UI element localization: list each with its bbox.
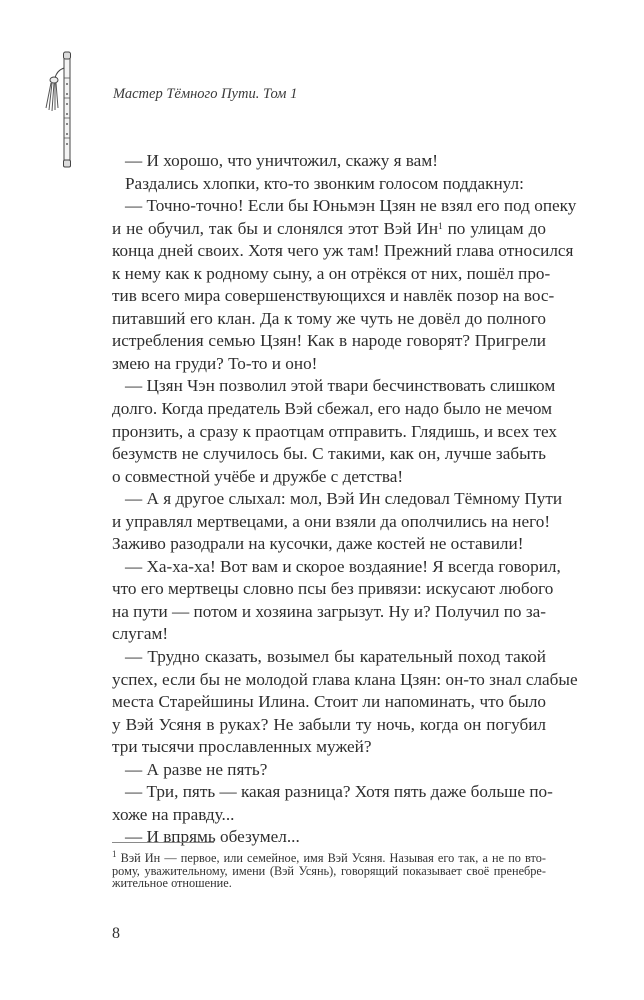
text-line: о совместной учёбе и дружбе с детства! [112, 466, 404, 486]
text-line: — А разве не пять? [125, 759, 268, 779]
text-line: пронзить, а сразу к праотцам отправить. Глядишь, и всех тех [112, 421, 557, 441]
text-line: — Точно-точно! Если бы Юньмэн Цзян не взял его под опеку [125, 196, 577, 216]
text-line: Раздались хлопки, кто-то звонким голосом поддакнул: [125, 173, 524, 193]
text-line: долго. Когда предатель Вэй сбежал, его надо было не мечом [112, 399, 553, 419]
text-fragment: и не обучил, так бы и слонялся этот Вэй Ин [112, 218, 439, 238]
footnote-line [112, 849, 546, 865]
text-line: истребления семью Цзян! Как в народе говорят? Пригрели [112, 331, 546, 351]
text-line: — Три, пять — какая разница? Хотя пять даже больше по- [125, 782, 553, 802]
text-line-with-footnote [112, 218, 546, 241]
text-line: слугам! [112, 624, 169, 644]
text-line: три тысячи прославленных мужей? [112, 737, 372, 757]
text-line: к нему как к родному сыну, а он отрёкся от них, пошёл про- [112, 263, 551, 283]
page-number: 8 [112, 925, 120, 942]
text-line: — Ха-ха-ха! Вот вам и скорое воздаяние! Я всегда говорил, [125, 556, 561, 576]
text-line: змею на груди? То-то и оно! [112, 353, 318, 373]
text-line: тив всего мира совершенствующихся и навлёк позор на вос- [112, 286, 555, 306]
footnote-divider [112, 842, 214, 843]
footnote-marker: 1 [112, 849, 117, 859]
footnote-ref[interactable]: 1 [438, 220, 443, 231]
footnote-line: жительное отношение. [112, 876, 232, 891]
text-fragment: по улицам до [442, 218, 546, 238]
text-line: — Цзян Чэн позволил этой твари бесчинствовать слишком [125, 376, 556, 396]
running-head: Мастер Тёмного Пути. Том 1 [113, 86, 298, 102]
footnote [112, 849, 546, 891]
text-line: — А я другое слыхал: мол, Вэй Ин следовал Тёмному Пути [125, 489, 563, 509]
flute-ornament-icon [38, 50, 82, 170]
text-line: что его мертвецы словно псы без привязи: искусают любого [112, 579, 554, 599]
text-line: — И хорошо, что уничтожил, скажу я вам! [125, 151, 438, 170]
text-line: у Вэй Усяня в руках? Не забыли ту ночь, когда он погубил [112, 714, 546, 734]
text-line: — Трудно сказать, возымел бы карательный поход такой [125, 647, 546, 667]
body-text [112, 150, 578, 849]
text-line: питавший его клан. Да к тому же чуть не довёл до полного [112, 308, 546, 328]
text-line: — И впрямь обезумел... [125, 827, 300, 847]
text-line: хоже на правду... [112, 804, 235, 824]
text-line: Заживо разодрали на кусочки, даже костей не оставили! [112, 534, 524, 554]
text-line: места Старейшины Илина. Стоит ли напоминать, что было [112, 692, 546, 712]
text-line: безумств не случилось бы. С такими, как он, лучше забыть [112, 444, 546, 464]
text-line: успех, если бы не молодой глава клана Цзян: он-то знал слабые [112, 669, 578, 689]
footnote-line: рому, уважительному, имени (Вэй Усянь), говорящий показывает своё пренебре- [112, 863, 546, 878]
text-fragment: Вэй Ин — первое, или семейное, имя Вэй Усяня. Называя его так, а не по вто- [120, 851, 546, 865]
text-line: конца дней своих. Хотя чего уж там! Прежний глава относился [112, 241, 574, 261]
text-line: и управлял мертвецами, а они взяли да ополчились на него! [112, 511, 551, 531]
text-line: на пути — потом и хозяина загрызут. Ну и? Получил по за- [112, 601, 546, 621]
